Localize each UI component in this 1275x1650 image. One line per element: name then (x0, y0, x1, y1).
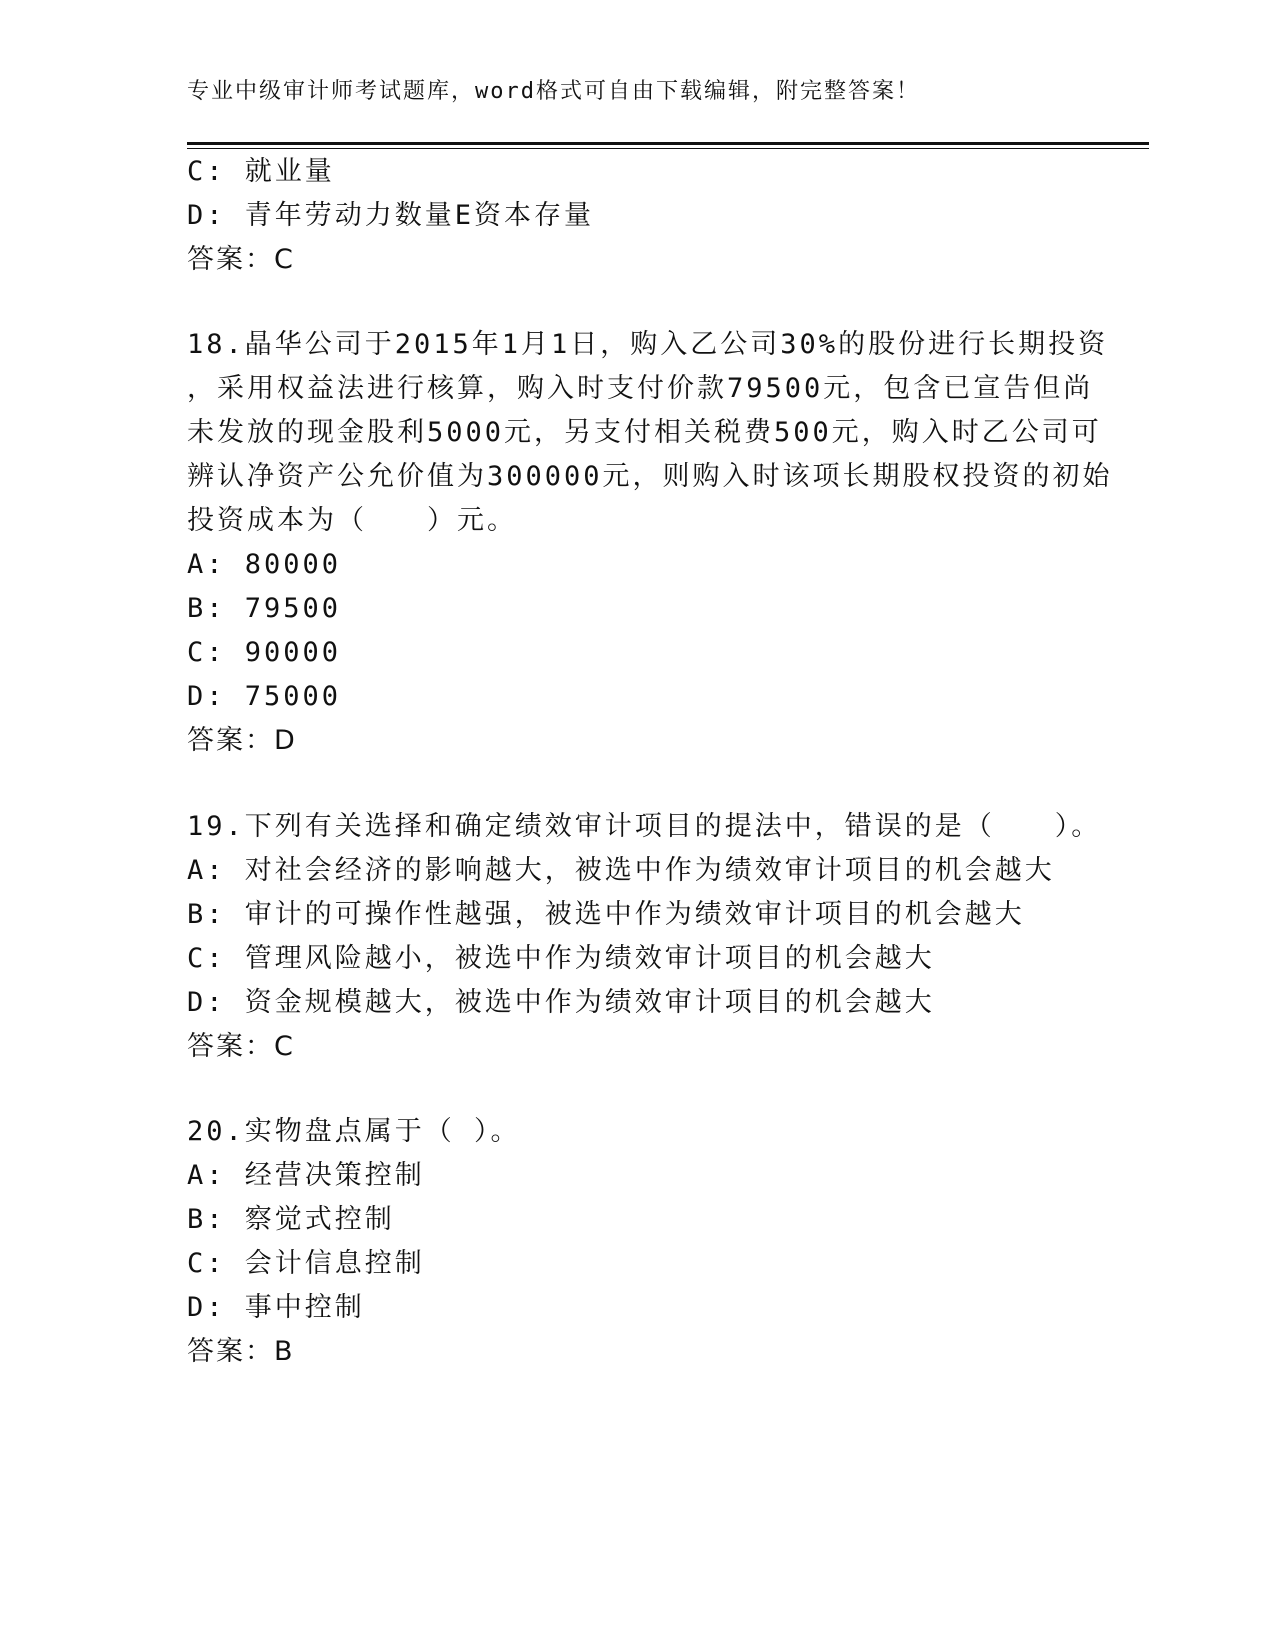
q18-option-d: D: 75000 (187, 681, 342, 712)
prev-option-d: D: 青年劳动力数量E资本存量 (187, 200, 595, 231)
q20-stem: 20.实物盘点属于（ ）。 (187, 1116, 521, 1147)
q18-option-a: A: 80000 (187, 549, 342, 580)
q19-option-b: B: 审计的可操作性越强，被选中作为绩效审计项目的机会越大 (187, 899, 1025, 930)
q19-option-c: C: 管理风险越小，被选中作为绩效审计项目的机会越大 (187, 943, 935, 974)
q20-option-a: A: 经营决策控制 (187, 1160, 425, 1191)
q18-stem-line-5: 投资成本为（ ）元。 (187, 505, 517, 536)
header-rule-thick (187, 142, 1149, 145)
page-header: 专业中级审计师考试题库，word格式可自由下载编辑，附完整答案！ (187, 79, 920, 104)
q18-stem-line-1: 18.晶华公司于2015年1月1日，购入乙公司30%的股份进行长期投资 (187, 329, 1109, 360)
prev-answer: 答案：C (187, 244, 295, 275)
q19-option-d: D: 资金规模越大，被选中作为绩效审计项目的机会越大 (187, 987, 935, 1018)
q20-option-c: C: 会计信息控制 (187, 1248, 425, 1279)
q18-option-b: B: 79500 (187, 593, 342, 624)
q20-answer: 答案：B (187, 1336, 295, 1367)
header-rule-thin (187, 148, 1149, 149)
q19-answer: 答案：C (187, 1031, 295, 1062)
prev-option-c: C: 就业量 (187, 156, 335, 187)
q18-stem-line-2: ，采用权益法进行核算，购入时支付价款79500元，包含已宣告但尚 (187, 373, 1094, 404)
q20-option-b: B: 察觉式控制 (187, 1204, 395, 1235)
q19-stem: 19.下列有关选择和确定绩效审计项目的提法中，错误的是（ ）。 (187, 811, 1102, 842)
q20-option-d: D: 事中控制 (187, 1292, 365, 1323)
q18-option-c: C: 90000 (187, 637, 342, 668)
q18-stem-line-4: 辨认净资产公允价值为300000元，则购入时该项长期股权投资的初始 (187, 461, 1113, 492)
q18-stem-line-3: 未发放的现金股利5000元，另支付相关税费500元，购入时乙公司可 (187, 417, 1102, 448)
q18-answer: 答案：D (187, 725, 297, 756)
q19-option-a: A: 对社会经济的影响越大，被选中作为绩效审计项目的机会越大 (187, 855, 1055, 886)
